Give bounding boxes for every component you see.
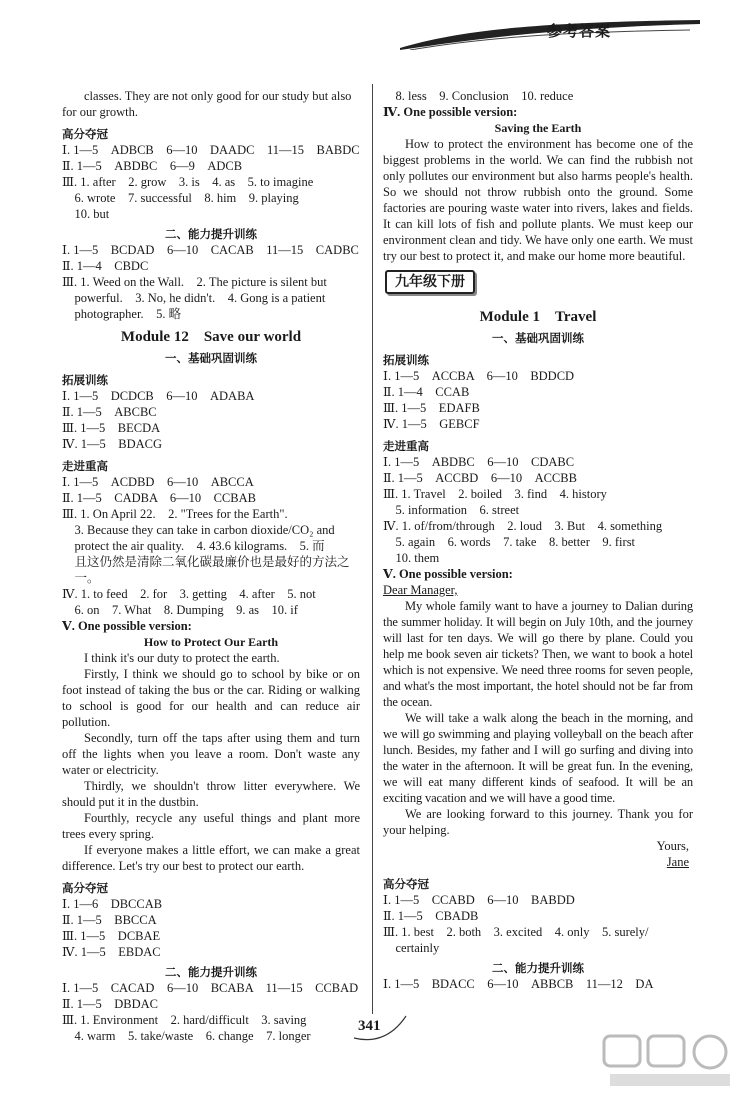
left-line: Ⅰ. 1—5 ACDBD 6—10 ABCCA xyxy=(62,475,254,489)
page-number: 341 xyxy=(358,1018,381,1034)
left-line: 走进重高 xyxy=(62,459,108,473)
right-line: Ⅲ. 1. best 2. both 3. excited 4. only 5. surely/ xyxy=(383,925,649,939)
right-line: Module 1 Travel xyxy=(479,309,597,325)
left-line: powerful. 3. No, he didn't. 4. Gong is a patient xyxy=(62,291,326,305)
right-line: Ⅲ. 1—5 EDAFB xyxy=(383,401,480,415)
left-line: Ⅲ. 1. Weed on the Wall. 2. The picture is silent but xyxy=(62,275,327,289)
left-line: Ⅰ. 1—5 DCDCB 6—10 ADABA xyxy=(62,389,255,403)
right-line: Ⅳ. 1—5 GEBCF xyxy=(383,417,480,431)
left-line: Ⅱ. 1—5 DBDAC xyxy=(62,997,159,1011)
left-line: I think it's our duty to protect the earth. xyxy=(84,651,280,665)
right-line: 一、基础巩固训练 xyxy=(492,331,584,345)
left-line: 一、基础巩固训练 xyxy=(165,351,257,365)
right-column xyxy=(383,88,693,992)
left-column xyxy=(62,88,360,1044)
right-line: We will take a walk along the beach in the morning, and we will go swimming and playing volleyball on the beach after lunch. Besides, my father and I will go surfing and diving into the water in the afternoon. It will be great fun. In the evening, we will eat many different kinds of seafood. It will be an exciting vacation and we will have a good time. xyxy=(383,711,693,805)
right-line: 九年级下册 xyxy=(385,270,475,294)
left-line: classes. They are not only good for our study but also xyxy=(84,89,352,103)
right-line: Ⅰ. 1—5 BDACC 6—10 ABBCB 11—12 DA xyxy=(383,977,654,991)
left-line: Ⅰ. 1—5 BCDAD 6—10 CACAB 11—15 CADBC xyxy=(62,243,359,257)
right-line: How to protect the environment has become one of the biggest problems in the world. We can find the rubbish not only pollutes our environment but also harms people's health. So we should not throw rubbish onto the ground. Some factories are pouring waste water into rivers, lakes and fields. It can kill lots of fish and pollute plants. We must keep our environment clean and tidy. We have only one earth. We must try our best to protect it, and make our home more beautiful. xyxy=(383,137,693,263)
left-line: Ⅲ. 1. On April 22. 2. "Trees for the Earth". xyxy=(62,507,288,521)
left-line: 6. on 7. What 8. Dumping 9. as 10. if xyxy=(62,603,298,617)
left-line: Ⅱ. 1—5 ABCBC xyxy=(62,405,157,419)
right-line: Ⅳ. One possible version: xyxy=(383,105,518,119)
left-line: Ⅱ. 1—5 CADBA 6—10 CCBAB xyxy=(62,491,256,505)
left-line: 高分夺冠 xyxy=(62,881,108,895)
left-line: How to Protect Our Earth xyxy=(143,635,279,649)
left-line: Ⅲ. 1. after 2. grow 3. is 4. as 5. to imagine xyxy=(62,175,314,189)
right-line: Dear Manager, xyxy=(383,583,458,597)
left-line: photographer. 5. 略 xyxy=(62,307,182,321)
left-line: Ⅴ. One possible version: xyxy=(62,619,192,633)
left-line: Ⅳ. 1—5 BDACG xyxy=(62,437,162,451)
right-line: Jane xyxy=(666,855,689,869)
right-line: 拓展训练 xyxy=(383,353,429,367)
right-line: 高分夺冠 xyxy=(383,877,429,891)
left-line: Ⅰ. 1—6 DBCCAB xyxy=(62,897,163,911)
left-line: Firstly, I think we should go to school by bike or on foot instead of taking the bus or the car. Riding or walking to school is good for our health and can reduce air pollution. xyxy=(62,667,360,729)
watermark-logo-icon xyxy=(600,1032,740,1092)
left-line: Ⅳ. 1. to feed 2. for 3. getting 4. after 5. not xyxy=(62,587,316,601)
left-line: Ⅱ. 1—4 CBDC xyxy=(62,259,149,273)
right-line: 二、能力提升训练 xyxy=(492,961,584,975)
left-line: for our growth. xyxy=(62,105,139,119)
right-line: Ⅰ. 1—5 ACCBA 6—10 BDDCD xyxy=(383,369,575,383)
left-line: If everyone makes a little effort, we can make a great difference. Let's try our best to protect our earth. xyxy=(62,843,360,873)
left-line: Ⅲ. 1. Environment 2. hard/difficult 3. saving xyxy=(62,1013,307,1027)
left-line: Ⅱ. 1—5 ABDBC 6—9 ADCB xyxy=(62,159,243,173)
right-line: Yours, xyxy=(656,839,689,853)
right-line: Ⅱ. 1—4 CCAB xyxy=(383,385,470,399)
right-line: Ⅱ. 1—5 CBADB xyxy=(383,909,479,923)
right-line: 10. them xyxy=(383,551,440,565)
left-line: 4. warm 5. take/waste 6. change 7. longer xyxy=(62,1029,311,1043)
right-line: certainly xyxy=(383,941,440,955)
right-line: Ⅳ. 1. of/from/through 2. loud 3. But 4. something xyxy=(383,519,663,533)
right-line: Saving the Earth xyxy=(494,121,582,135)
right-line: 8. less 9. Conclusion 10. reduce xyxy=(383,89,574,103)
left-line: 高分夺冠 xyxy=(62,127,108,141)
left-line: protect the air quality. 4. 43.6 kilograms. 5. 而 xyxy=(62,539,325,553)
left-line: Ⅳ. 1—5 EBDAC xyxy=(62,945,161,959)
left-line: 一。 xyxy=(62,571,100,585)
right-line: Ⅰ. 1—5 ABDBC 6—10 CDABC xyxy=(383,455,575,469)
left-line: Ⅲ. 1—5 BECDA xyxy=(62,421,161,435)
left-line: 二、能力提升训练 xyxy=(165,965,257,979)
left-line: Ⅰ. 1—5 CACAD 6—10 BCABA 11—15 CCBAD xyxy=(62,981,359,995)
right-line: We are looking forward to this journey. Thank you for your helping. xyxy=(383,807,693,837)
left-line: 10. but xyxy=(62,207,110,221)
right-line: Ⅱ. 1—5 ACCBD 6—10 ACCBB xyxy=(383,471,577,485)
left-line: Fourthly, recycle any useful things and plant more trees every spring. xyxy=(62,811,360,841)
right-line: Ⅴ. One possible version: xyxy=(383,567,513,581)
column-divider xyxy=(372,84,373,1014)
left-line: Ⅱ. 1—5 BBCCA xyxy=(62,913,157,927)
left-line: Secondly, turn off the taps after using them and turn off the lights when you leave a room. Don't waste any water or electricity. xyxy=(62,731,360,777)
left-line: Ⅲ. 1—5 DCBAE xyxy=(62,929,161,943)
left-line: 3. Because they can take in carbon dioxide/CO₂ and xyxy=(62,523,335,537)
left-line: Thirdly, we shouldn't throw litter everywhere. We should put it in the dustbin. xyxy=(62,779,360,809)
left-line: 且这仍然是清除二氧化碳最廉价也是最好的方法之 xyxy=(62,555,350,569)
right-line: 5. again 6. words 7. take 8. better 9. first xyxy=(383,535,636,549)
right-line: 5. information 6. street xyxy=(383,503,520,517)
left-line: Ⅰ. 1—5 ADBCB 6—10 DAADC 11—15 BABDC xyxy=(62,143,360,157)
left-line: 6. wrote 7. successful 8. him 9. playing xyxy=(62,191,299,205)
header-title: 参考答案 xyxy=(547,22,612,40)
right-line: My whole family want to have a journey to Dalian during the summer holiday. It will begin on July 10th, and the journey will last for ten days. We will go there by plane. Could you help me book seven air tickets? Then, we want to book a hotel which is not expensive. We need three rooms for seven people, and what's the most important, the hotel should not be far from the ocean. xyxy=(383,599,693,709)
left-line: 二、能力提升训练 xyxy=(165,227,257,241)
right-line: Ⅰ. 1—5 CCABD 6—10 BABDD xyxy=(383,893,575,907)
right-line: Ⅲ. 1. Travel 2. boiled 3. find 4. history xyxy=(383,487,607,501)
right-line: 走进重高 xyxy=(383,439,429,453)
left-line: 拓展训练 xyxy=(62,373,108,387)
left-line: Module 12 Save our world xyxy=(120,329,302,345)
